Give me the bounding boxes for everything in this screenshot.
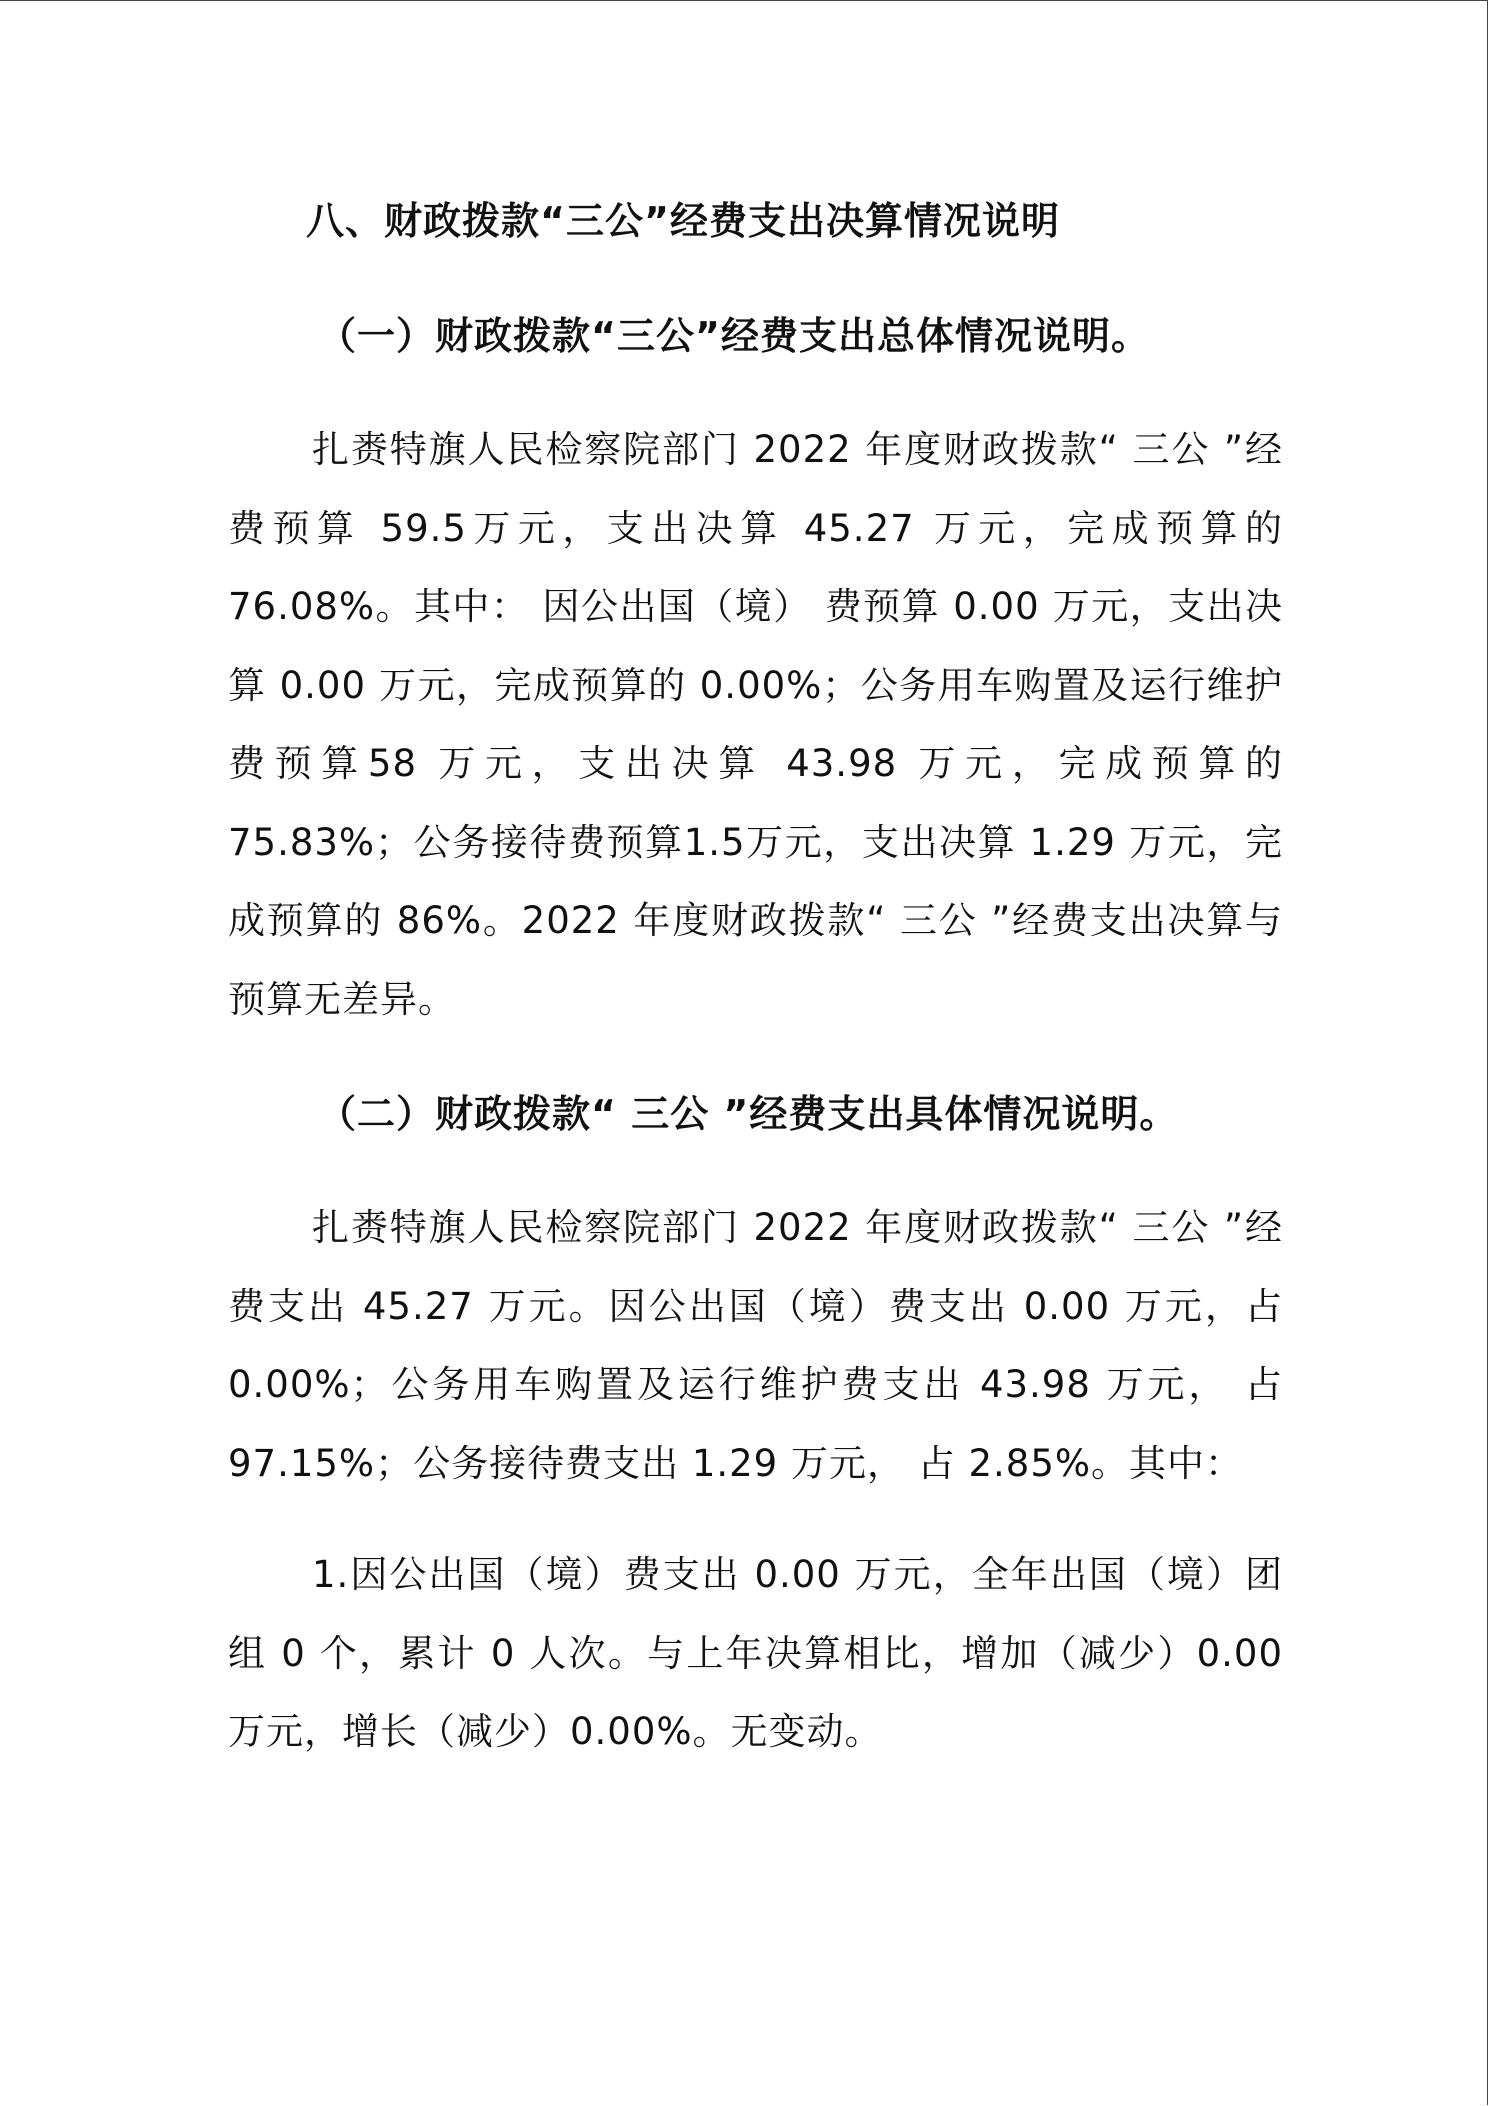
details-paragraph: 扎赉特旗人民检察院部门 2022 年度财政拨款“ 三公 ”经费支出 45.27 万元。因公出国（境）费支出 0.00 万元，占 0.00%；公务用车购置及运行维护费支出 43.98 万元， 占 97.15%；公务接待费支出 1.29 万元， 占 2.85%。其中： (228, 1206, 1283, 1485)
section-heading: 八、财政拨款“三公”经费支出决算情况说明 (306, 199, 1060, 243)
subsection-heading-details: （二）财政拨款“ 三公 ”经费支出具体情况说明。 (318, 1092, 1179, 1136)
item-1-paragraph: 1.因公出国（境）费支出 0.00 万元，全年出国（境）团组 0 个，累计 0 人次。与上年决算相比，增加（减少）0.00 万元，增长（减少）0.00%。无变动。 (228, 1553, 1283, 1753)
overall-paragraph: 扎赉特旗人民检察院部门 2022 年度财政拨款“ 三公 ”经费预算 59.5万元，支出决算 45.27 万元，完成预算的76.08%。其中： 因公出国（境） 费预算 0.00 万元，支出决算 0.00 万元，完成预算的 0.00%；公务用车购置及运行维护费预算58 万元，支出决算 43.98 万元，完成预算的 75.83%；公务接待费预算1.5万元，支出决算 1.29 万元，完成预算的 86%。2022 年度财政拨款“ 三公 ”经费支出决算与预算无差异。 (228, 428, 1283, 1021)
subsection-heading-overall: （一）财政拨款“三公”经费支出总体情况说明。 (318, 314, 1150, 358)
